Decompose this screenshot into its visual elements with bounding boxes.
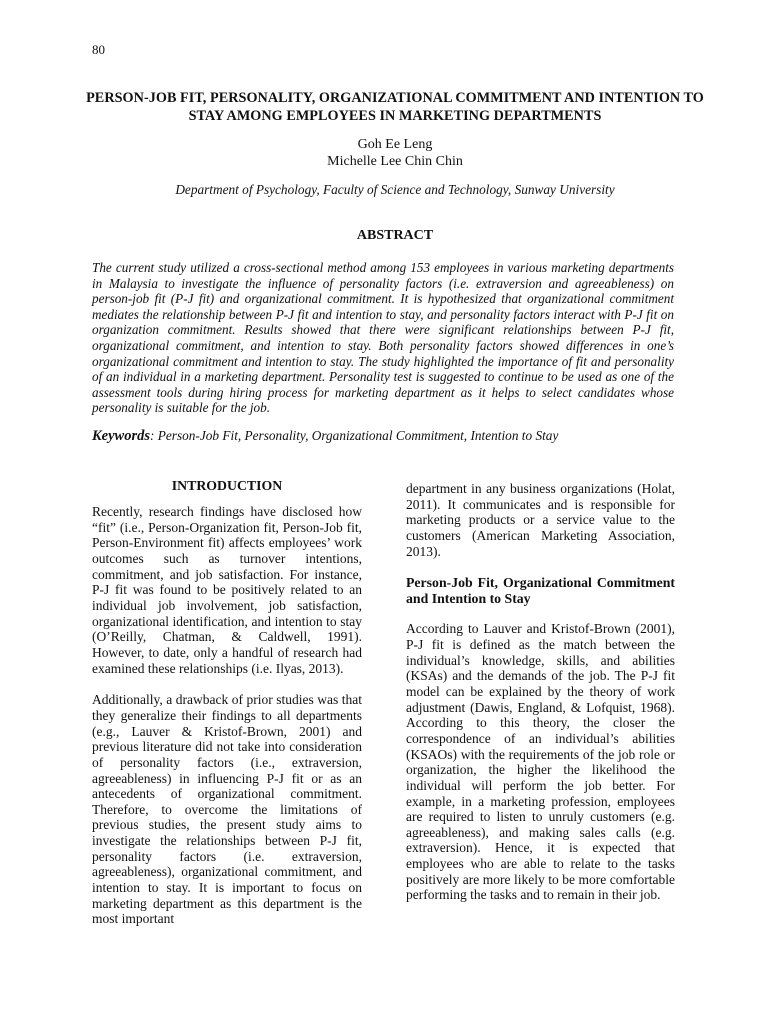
author-name: Goh Ee Leng xyxy=(357,137,433,152)
section-heading: Person-Job Fit, Organizational Commitment and Intention to Stay xyxy=(406,575,675,607)
keywords-text: : Person-Job Fit, Personality, Organizational Commitment, Intention to Stay xyxy=(150,428,559,443)
abstract-heading: ABSTRACT xyxy=(356,228,434,243)
left-column xyxy=(92,478,362,943)
introduction-heading: INTRODUCTION xyxy=(171,478,283,493)
introduction-paragraph: department in any business organizations (Holat, 2011). It communicates and is responsible for marketing products or a service value to the customers (American Marketing Association, 2013). xyxy=(406,481,675,559)
abstract-text: The current study utilized a cross-sectional method among 153 employees in various marketing departments in Malaysia to investigate the influence of personality factors (i.e. extraversion and agreeableness) on person-job fit (P-J fit) and organizational commitment. It is hypothesized that organizational commitment mediates the relationship between P-J fit and intention to stay, and personality factors interact with P-J fit on organization commitment. Results showed that there were significant relationships between P-J fit, organizational commitment, and intention to stay. Both personality factors showed differences in one’s organizational commitment and intention to stay. The study highlighted the importance of fit and personality of an individual in a marketing department. Personality test is suggested to continue to be used as one of the assessment tools during hiring process for marketing department as it helps to select candidates whose personality is suitable for the job. xyxy=(92,260,674,416)
introduction-paragraph: Additionally, a drawback of prior studies was that they generalize their findings to all departments (e.g., Lauver & Kristof-Brown, 2001) and previous literature did not take into consideration of personality factors (i.e., extraversion, agreeableness) in influencing P-J fit or as an antecedents of organizational commitment. Therefore, to overcome the limitations of previous studies, the present study aims to investigate the relationships between P-J fit, personality factors (i.e. extraversion, agreeableness), organizational commitment, and intention to stay. It is important to focus on marketing department as this department is the most important xyxy=(92,692,362,927)
right-column xyxy=(406,481,675,919)
author-list xyxy=(80,136,710,170)
section-paragraph: According to Lauver and Kristof-Brown (2001), P-J fit is defined as the match between the individual’s knowledge, skills, and abilities (KSAs) and the demands of the job. The P-J fit model can be explained by the theory of work adjustment (Dawis, England, & Lofquist, 1968). According to this theory, the closer the correspondence of an individual’s abilities (KSAOs) with the requirements of the job role or organization, the higher the likelihood the individual will perform the job better. For example, in a marketing profession, employees are required to listen to unruly customers (e.g. agreeableness), and making sales calls (e.g. extraversion). Hence, it is expected that employees who are able to relate to the tasks positively are more likely to be more comfortable performing the tasks and to remain in their job. xyxy=(406,621,675,903)
introduction-paragraph: Recently, research findings have disclosed how “fit” (i.e., Person-Organization fit, Person-Job fit, Person-Environment fit) affects employees’ work outcomes such as turnover intentions, commitment, and job satisfaction. For instance, P-J fit was found to be positively related to an individual job involvement, job satisfaction, organizational identification, and intention to stay (O’Reilly, Chatman, & Caldwell, 1991). However, to date, only a handful of research had examined these relationships (i.e. Ilyas, 2013). xyxy=(92,504,362,676)
author-name: Michelle Lee Chin Chin xyxy=(327,154,463,169)
affiliation: Department of Psychology, Faculty of Science and Technology, Sunway University xyxy=(175,182,615,197)
keywords-label: Keywords xyxy=(92,428,150,444)
paper-title: PERSON-JOB FIT, PERSONALITY, ORGANIZATIONAL COMMITMENT AND INTENTION TO STAY AMONG EMPLOYEES IN MARKETING DEPARTMENTS xyxy=(86,90,704,124)
page-number: 80 xyxy=(92,42,105,57)
keywords-line xyxy=(92,428,692,445)
